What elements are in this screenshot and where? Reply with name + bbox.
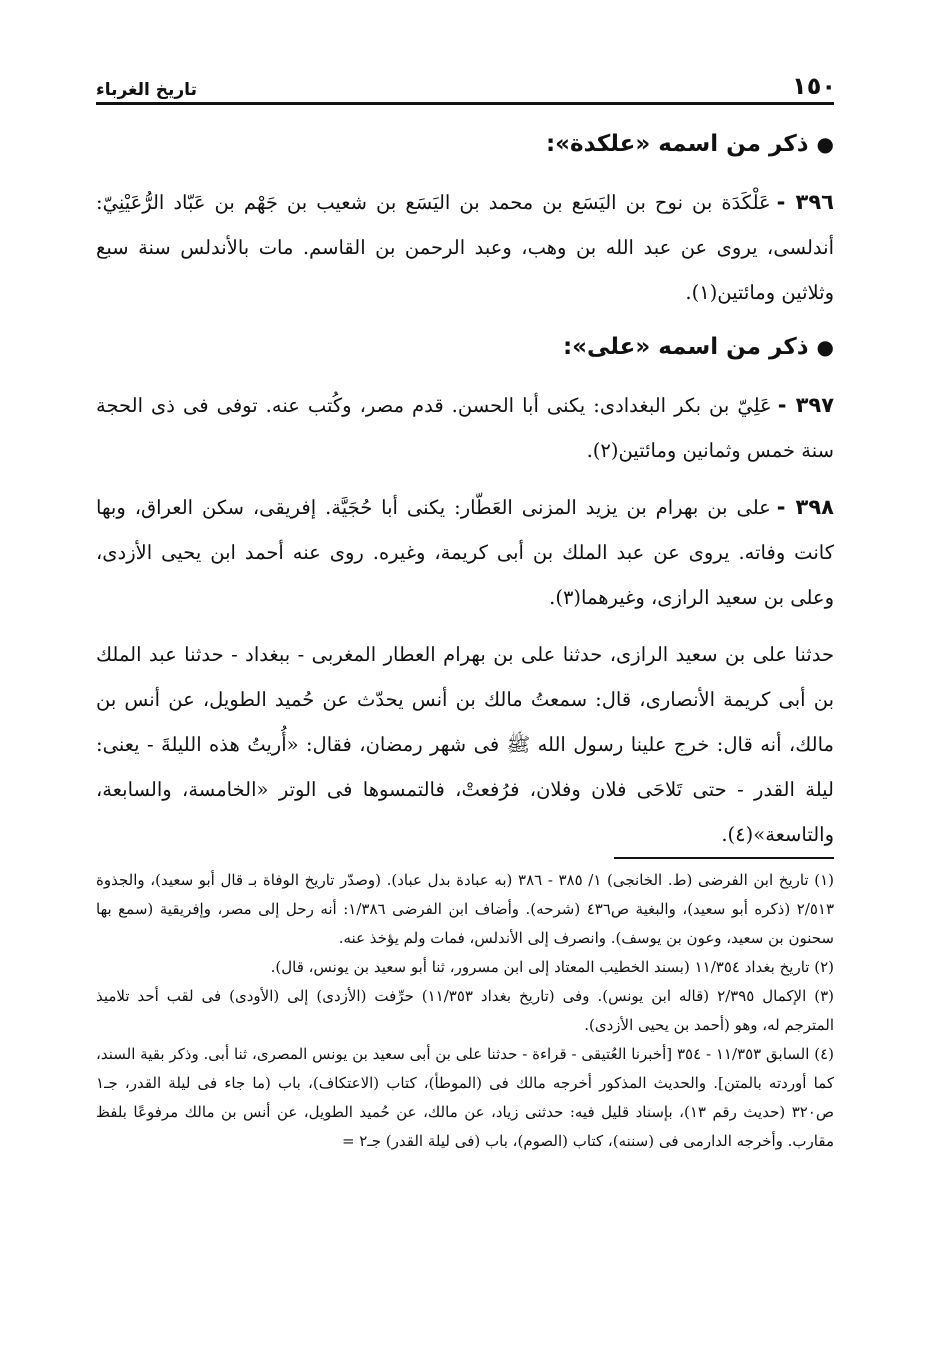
- header-rule: [96, 102, 834, 105]
- page-number: ١٥٠: [792, 72, 836, 100]
- footnote-2: (٢) تاريخ بغداد ١١/٣٥٤ (بسند الخطيب المعتاد إلى ابن مسرور، ثنا أبو سعيد بن يونس، قال).: [270, 958, 834, 976]
- section-heading-ali: ●ذكر من اسمه «على»:: [562, 334, 834, 360]
- hadith-paragraph: حدثنا على بن سعيد الرازى، حدثنا على بن بهرام العطار المغربى - ببغداد - حدثنا عبد الملك بن أبى كريمة الأنصارى، قال: سمعتُ مالك بن أنس يحدّث عن حُميد الطويل، عن أنس بن مالك، أنه قال: خرج علينا رسول الله ﷺ فى شهر رمضان، فقال: «أُريتُ هذه الليلةَ - يعنى: ليلة القدر - حتى تَلاحَى فلان وفلان، فرُفعتْ، فالتمسوها فى الوتر «الخامسة، والسابعة، والتاسعة»(٤).: [96, 643, 834, 846]
- entry-397: [96, 383, 834, 473]
- entry-text: على بن بهرام بن يزيد المزنى العَطّار: يكنى أبا حُجَيَّة. إفريقى، سكن العراق، وبها كانت وفاته. يروى عن عبد الملك بن أبى كريمة، وغيره. روى عنه أحمد ابن يحيى الأزدى، وعلى بن سعيد الرازى، وغيرهما(٣).: [96, 496, 834, 609]
- bullet-icon: ●: [816, 132, 834, 156]
- entry-number: ٣٩٨ -: [776, 495, 834, 519]
- entry-text: عَلْكَدَة بن نوح بن اليَسَع بن محمد بن اليَسَع بن شعيب بن جَهْم بن عَبّاد الرُّعَيْنِيّ: أندلسى، يروى عن عبد الله بن وهب، وعبد الرحمن بن القاسم. مات بالأندلس سنة سبع وثلاثين ومائتين(١).: [96, 191, 834, 304]
- entry-number: ٣٩٧ -: [777, 393, 835, 417]
- book-title: تاريخ الغرباء: [96, 80, 197, 100]
- entry-396: [96, 180, 834, 315]
- page-header: [96, 60, 836, 100]
- entry-text: عَلِيّ بن بكر البغدادى: يكنى أبا الحسن. قدم مصر، وكُتب عنه. توفى فى ذى الحجة سنة خمس وثمانين ومائتين(٢).: [96, 394, 834, 462]
- footnote-rule: [614, 857, 834, 859]
- entry-398: [96, 485, 834, 620]
- main-text: [96, 118, 834, 857]
- footnote-3: (٣) الإكمال ٢/٣٩٥ (قاله ابن يونس). وفى (تاريخ بغداد ١١/٣٥٣) حرِّفت (الأزدى) إلى (الأودى) فى لقب أحد تلاميذ المترجم له، وهو (أحمد بن يحيى الأزدى).: [96, 987, 834, 1034]
- entry-number: ٣٩٦ -: [776, 190, 834, 214]
- section-heading-alkada: ●ذكر من اسمه «علكدة»:: [545, 131, 834, 157]
- footnote-4: (٤) السابق ١١/٣٥٣ - ٣٥٤ [أخبرنا العُتيقى - قراءة - حدثنا على بن أبى سعيد بن يونس المصرى، ثنا أبى. وذكر بقية السند، كما أوردته بالمتن]. والحديث المذكور أخرجه مالك فى (الموطأ)، كتاب (الاعتكاف)، باب (ما جاء فى ليلة القدر، جـ١ ص٣٢٠ (حديث رقم ١٣)، بإسناد قليل فيه: حدثنى زياد، عن مالك، عن حُميد الطويل، عن أنس بن مالك مرفوعًا بلفظ مقارب. وأخرجه الدارمى فى (سننه)، كتاب (الصوم)، باب (فى ليلة القدر) جـ٢ =: [96, 1045, 835, 1150]
- footnotes: [96, 866, 834, 1156]
- footnote-1: (١) تاريخ ابن الفرضى (ط. الخانجى) ١/ ٣٨٥ - ٣٨٦ (به عبادة بدل عباد). (وصدّر تاريخ الوفاة بـ قال أبو سعيد)، والجذوة ٢/٥١٣ (ذكره أبو سعيد)، والبغية ص٤٣٦ (شرحه). وأضاف ابن الفرضى ١/٣٨٦: أنه رحل إلى مصر، وإفريقية (سمع بها سحنون بن سعيد، وعون بن يوسف). وانصرف إلى الأندلس، فمات ولم يؤخذ عنه.: [96, 871, 835, 947]
- bullet-icon: ●: [816, 335, 834, 359]
